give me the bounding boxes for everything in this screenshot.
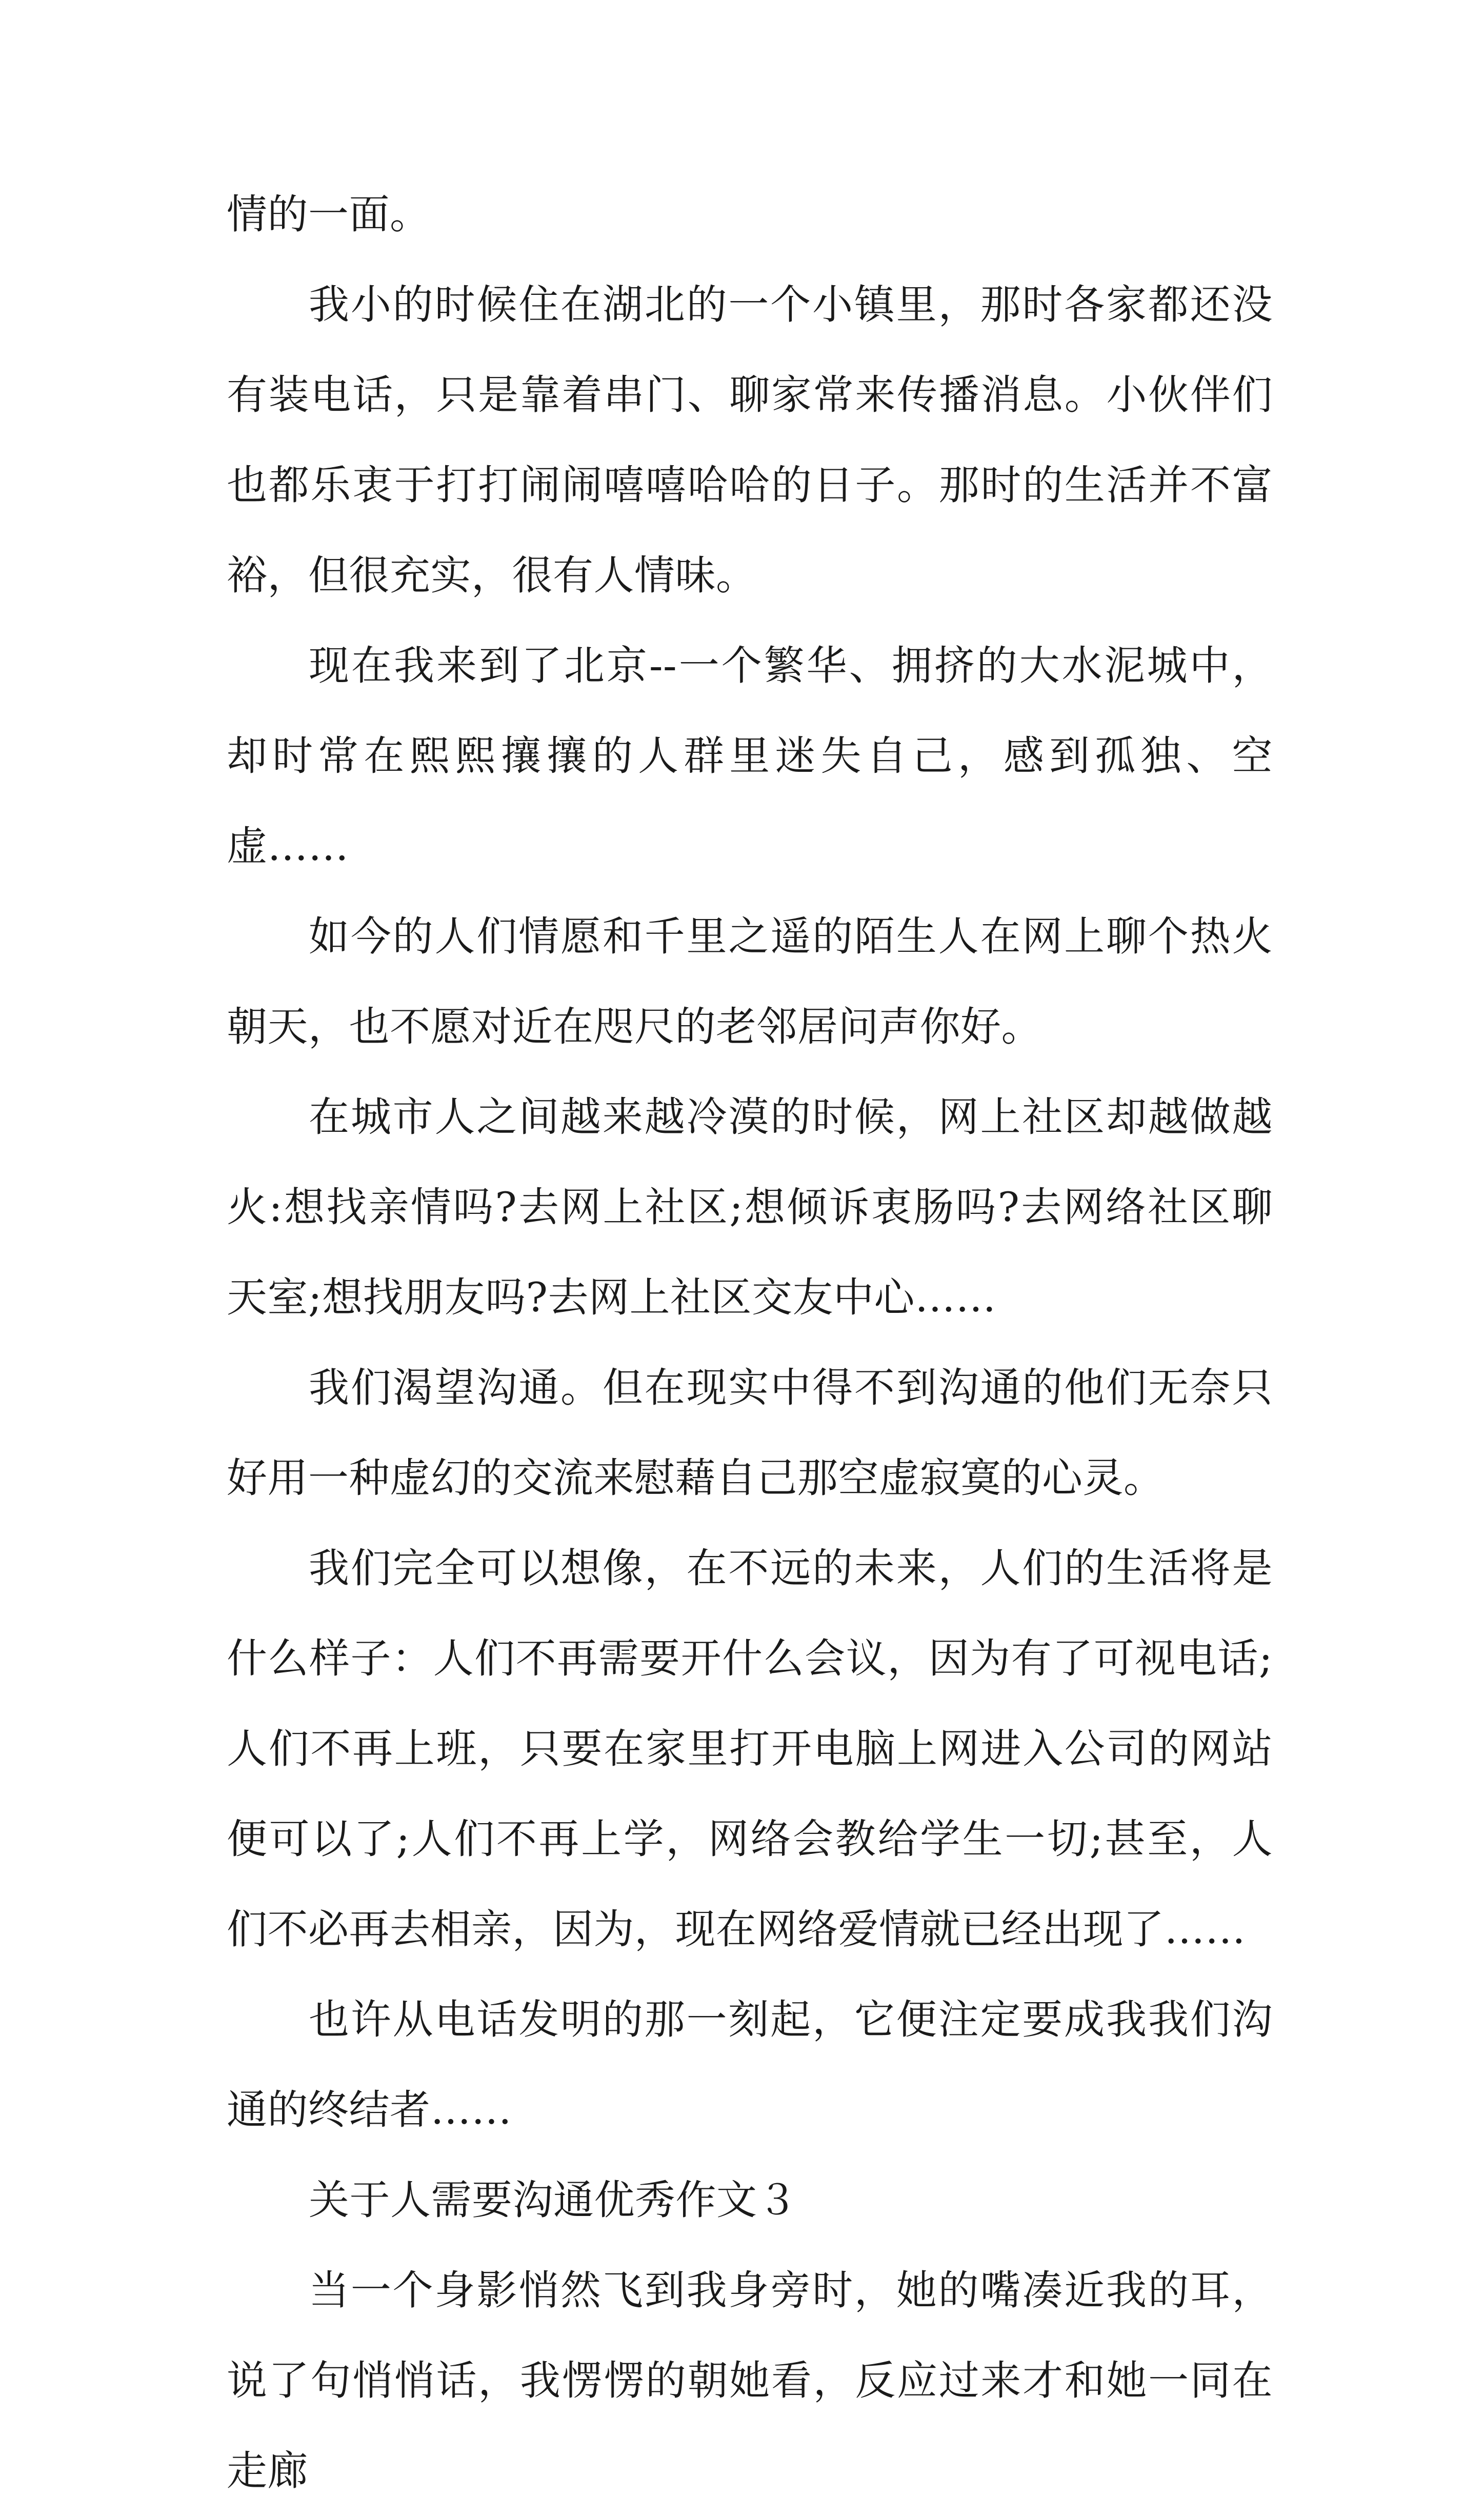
section-heading: 关于人需要沟通优秀作文３ xyxy=(309,2176,798,2224)
article-body xyxy=(227,169,1273,2516)
paragraph-4: 如今的人们情愿和千里之遥的陌生人在网上聊个热火朝天，也不愿对近在咫尺的老邻居问声你好。 xyxy=(227,913,1273,1050)
paragraph-6: 我们渴望沟通。但在现实中得不到沟通的他们无奈只好用一种虚幻的交流来慰藉自己那空虚寂寞的心灵。 xyxy=(227,1364,1273,1502)
paragraph-9: 当一个身影悄然飞到我身旁时，她的嘴凑近我的耳，说了句悄悄话，我愣愣的朝她看，反应过来才和她一同在走廊 xyxy=(227,2267,1273,2494)
paragraph-1: 情的一面。 xyxy=(227,191,431,238)
paragraph-3: 现在我来到了北京--一个繁华、拥挤的大水泥城中，却时常在熙熙攘攘的人群里迷失自己，感到孤独、空虚…… xyxy=(227,642,1273,870)
paragraph-2: 我小的时候住在湖北的一个小镇里，那时各家都还没有装电话，只是靠着串门、聊家常来传播消息。小伙伴们也都乐衷于打打闹闹嘻嘻哈哈的日子。那时的生活并不富裕，但很充实，很有人情味。 xyxy=(227,281,1273,599)
paragraph-5: 在城市人之间越来越冷漠的时候，网上社区却越做越火:想找亲情吗?去网上社区;想倾诉衷肠吗?去网络社区聊天室;想找朋友吗?去网上社区交友中心…… xyxy=(227,1093,1273,1321)
paragraph-7: 我们完全可以想像，在不远的未来，人们的生活将是什么样子：人们不再需要开什么会议，因为有了可视电话;人们不再上班，只要在家里打开电脑上网进入公司的网站便可以了;人们不再上学，网络会教给学生一切;甚至，人们不必再去相亲，因为，现在网络爱情就已经出现了…… xyxy=(227,1545,1273,1953)
paragraph-8: 也许从电话发明的那一刻起，它便注定要成我我们沟通的终结者…… xyxy=(227,1996,1273,2133)
